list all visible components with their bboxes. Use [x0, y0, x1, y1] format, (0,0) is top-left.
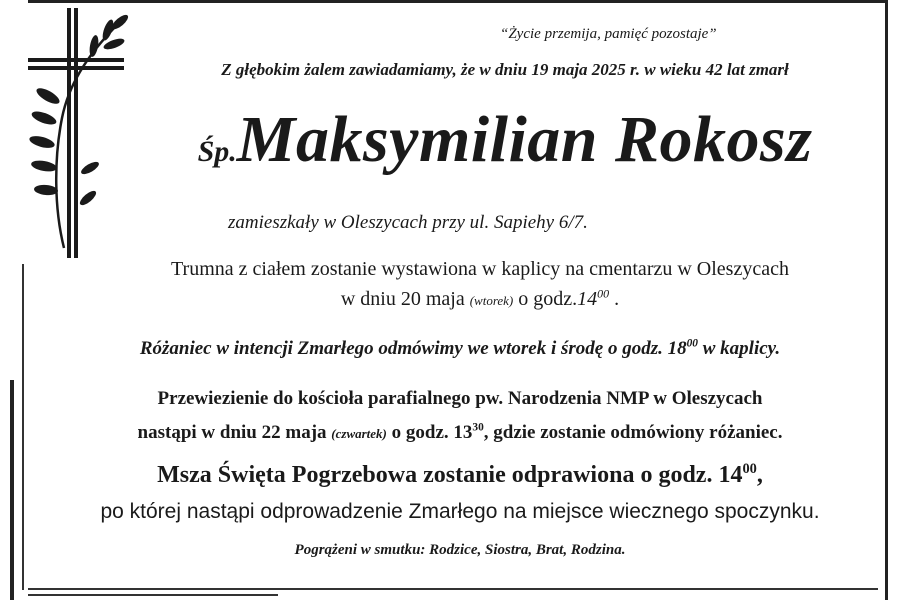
transport-line-1: Przewiezienie do kościoła parafialnego pw. Narodzenia NMP w Oleszycach — [157, 388, 763, 409]
deceased-name: Maksymilian Rokosz — [236, 103, 813, 176]
bottom-border — [28, 588, 878, 590]
coffin-line-1: Trumna z ciałem zostanie wystawiona w kaplicy na cmentarzu w Oleszycach — [171, 258, 789, 280]
transport-date: nastąpi w dniu 22 maja — [137, 422, 332, 443]
mourners-line: Pogrążeni w smutku: Rodzice, Siostra, Brat, Rodzina. — [294, 542, 626, 558]
mass-text: Msza Święta Pogrzebowa zostanie odprawiona o godz. — [157, 462, 719, 488]
coffin-time — [577, 288, 609, 310]
rosary-line — [20, 338, 900, 360]
rosary-time-min: 00 — [686, 337, 698, 350]
rosary-end: w kaplicy. — [698, 338, 781, 359]
mass-line — [20, 462, 900, 489]
transport-time-min: 30 — [472, 421, 484, 434]
transport-weekday: (czwartek) — [331, 426, 387, 441]
top-border — [28, 0, 886, 3]
coffin-date: w dniu 20 maja — [340, 288, 470, 310]
mass-end: , — [756, 462, 763, 488]
transport-time-hour: 13 — [453, 422, 473, 443]
address: zamieszkały w Oleszycach przy ul. Sapiehy 6/7. — [228, 212, 588, 233]
left-border — [10, 380, 14, 600]
coffin-time-min: 00 — [597, 286, 610, 301]
rosary-text: Różaniec w intencji Zmarłego odmówimy we wtorek i środę o godz. — [139, 338, 668, 359]
announcement-intro: Z głębokim żalem zawiadamiamy, że w dniu 19 maja 2025 r. w wieku 42 lat zmarł — [221, 60, 789, 79]
bottom-border-secondary — [28, 594, 278, 596]
burial-line: po której nastąpi odprowadzenie Zmarłego na miejsce wiecznego spoczynku. — [100, 500, 820, 523]
coffin-time-label: o godz. — [513, 288, 578, 310]
mass-time-hour: 14 — [718, 462, 743, 488]
coffin-weekday: (wtorek) — [469, 293, 514, 308]
coffin-line-2 — [60, 288, 900, 311]
coffin-time-hour: 14 — [577, 288, 598, 310]
transport-line-2 — [20, 422, 900, 444]
name-prefix: Śp. — [197, 135, 237, 168]
transport-time-label: o godz. — [386, 422, 454, 443]
transport-line-end: , gdzie zostanie odmówiony różaniec. — [483, 422, 783, 443]
motto: “Życie przemija, pamięć pozostaje” — [500, 26, 717, 42]
mass-time-min: 00 — [742, 461, 757, 477]
deceased-name-row — [110, 102, 900, 178]
coffin-line-end: . — [609, 288, 620, 310]
rosary-time-hour: 18 — [667, 338, 687, 359]
